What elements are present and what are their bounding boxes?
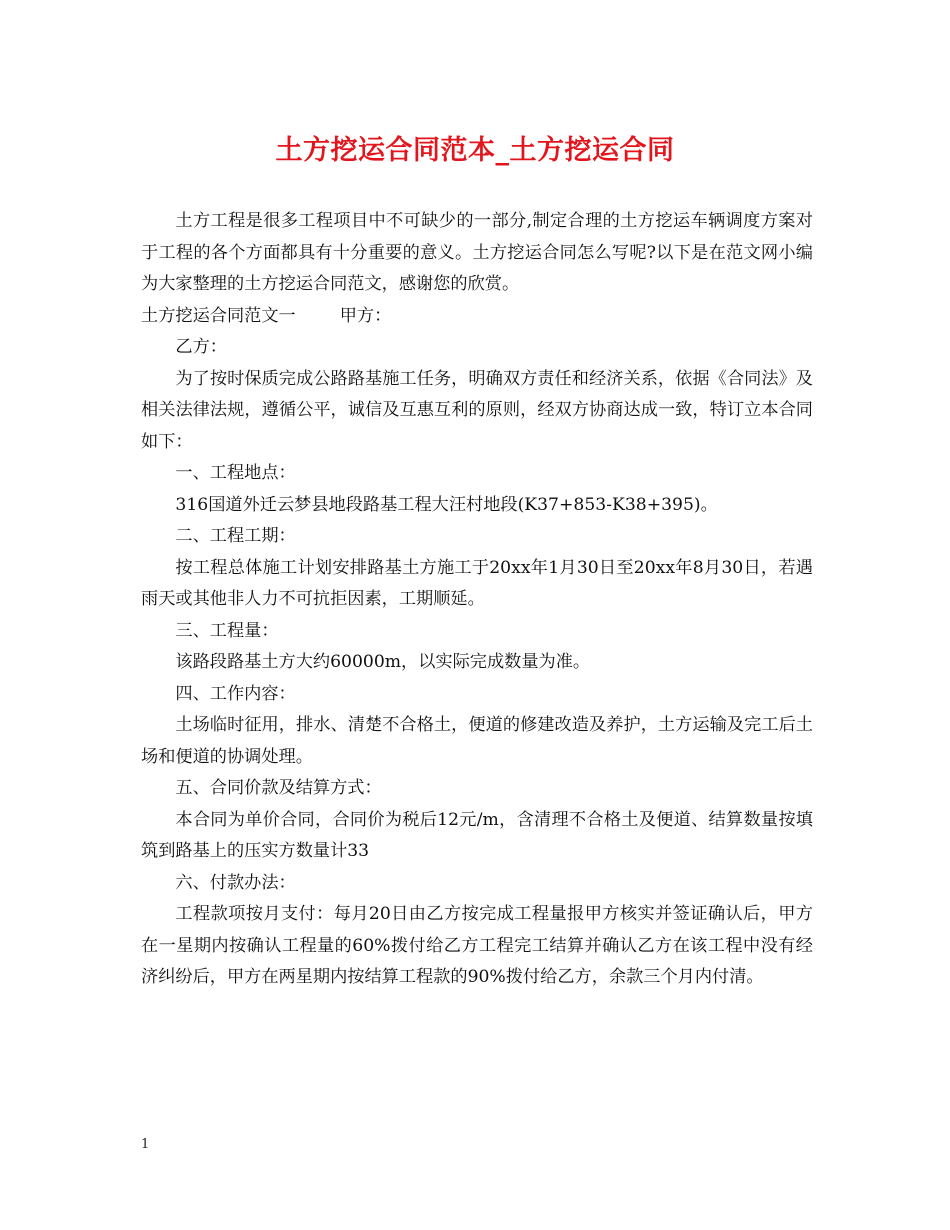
intro-paragraph: 土方工程是很多工程项目中不可缺少的一部分,制定合理的土方挖运车辆调度方案对于工程的各个方面都具有十分重要的意义。土方挖运合同怎么写呢?以下是在范文网小编为大家整理的土方挖运合同范文，感谢您的欣赏。 xyxy=(141,211,813,294)
section-heading: 一、工程地点： xyxy=(175,463,296,483)
section-heading: 五、合同价款及结算方式： xyxy=(175,778,382,798)
party-a-label: 甲方： xyxy=(339,305,392,326)
document-body xyxy=(141,206,813,994)
section-content-text: 按工程总体施工计划安排路基土方施工于20xx年1月30日至20xx年8月30日，若遇雨天或其他非人力不可抗拒因素，工期顺延。 xyxy=(141,557,813,609)
page-number: 1 xyxy=(141,1137,150,1152)
section-heading: 二、工程工期： xyxy=(175,526,296,546)
section-content: 316国道外迁云梦县地段路基工程大汪村地段(K37+853-K38+395)。 xyxy=(175,494,718,515)
section-heading: 六、付款办法： xyxy=(175,872,296,893)
section-heading: 四、工作内容： xyxy=(175,683,296,704)
sample-heading-line xyxy=(141,301,813,333)
preamble-paragraph: 为了按时保质完成公路路基施工任务，明确双方责任和经济关系，依据《合同法》及相关法律法规，遵循公平，诚信及互惠互利的原则，经双方协商达成一致，特订立本合同如下： xyxy=(141,368,813,452)
section-content xyxy=(141,553,813,616)
section-content: 工程款项按月支付：每月20日由乙方按完成工程量报甲方核实并签证确认后，甲方在一星期内按确认工程量的60%拨付给乙方工程完工结算并确认乙方在该工程中没有经济纠纷后，甲方在两星期内按结算工程款的90%拨付给乙方，余款三个月内付清。 xyxy=(141,904,813,987)
section-content: 该路段路基土方大约60000m，以实际完成数量为准。 xyxy=(175,652,591,672)
document-title: 土方挖运合同范本_土方挖运合同 xyxy=(275,135,675,166)
section-content: 本合同为单价合同，合同价为税后12元/m，含清理不合格土及便道、结算数量按填筑到路基上的压实方数量计33 xyxy=(141,809,813,861)
section-heading: 三、工程量： xyxy=(175,620,279,641)
section-content: 土场临时征用，排水、清楚不合格土，便道的修建改造及养护，土方运输及完工后土场和便道的协调处理。 xyxy=(141,715,813,767)
party-b-label: 乙方： xyxy=(175,337,227,357)
sample-heading: 土方挖运合同范文一 xyxy=(141,305,296,326)
